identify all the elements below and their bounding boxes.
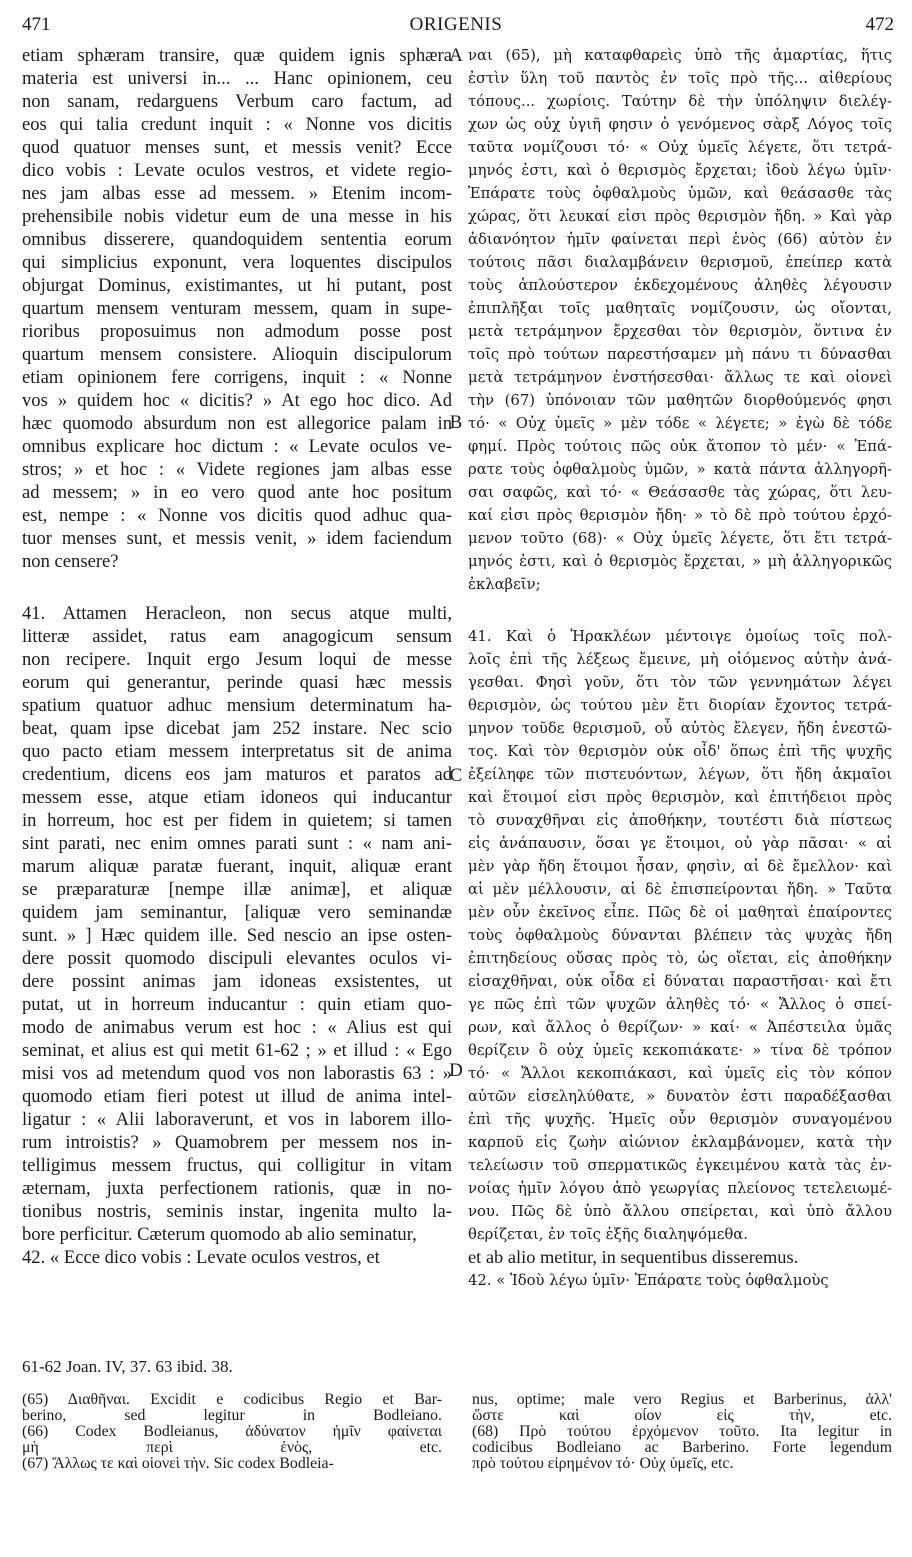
footnote-line: codicibus Bodleiano ac Barberino. Forte legendum	[472, 1440, 892, 1456]
text-line: μηνός ἐστι, καὶ ὁ θερισμὸς ἔρχεται; ἰδοὺ λέγω ὑμῖν·	[468, 162, 892, 179]
footnote-line: nus, optime; male vero Regius et Barberinus, ἀλλ'	[472, 1392, 892, 1408]
footnote-line: πρὸ τούτου εἰρημένον τό· Οὐχ ὑμεῖς, etc.	[472, 1456, 734, 1472]
margin-marker-d: D	[449, 1060, 463, 1081]
footnotes-right	[472, 1392, 892, 1472]
text-line: τό· « Ἄλλοι κεκοπιάκασι, καὶ ὑμεῖς εἰς τὸν κόπον	[468, 1065, 892, 1082]
text-line: ἐπιπλῆξαι τοῖς μαθηταῖς νομίζουσιν, ὡς οἴονται,	[468, 300, 892, 317]
greek-paragraph-41	[468, 625, 892, 1246]
text-line: beat, quam ipse dicebat jam 252 instare. Nec scio	[22, 718, 452, 739]
text-line: 41. Attamen Heracleon, non secus atque multi,	[22, 603, 452, 624]
text-line: ρατε τοὺς ὀφθαλμοὺς ὑμῶν, » κατὰ πάντα ἀλληγορῆ-	[468, 461, 892, 478]
text-line: καὶ ἕτοιμοί εἰσι πρὸς θερισμὸν, καὶ ἐπιτήδειοι πρὸς	[468, 789, 892, 806]
margin-marker-c: C	[449, 765, 463, 786]
text-line: ligatur : « Alii laboraverunt, et vos in laborem illo-	[22, 1109, 452, 1130]
text-line: ἐπὶ τῆς ψυχῆς. Ἡμεῖς οὖν θερισμὸν συναγομένου	[468, 1111, 892, 1128]
text-line: ἐπιτηδείους οὔσας πρὸς τὸ, ὡς οἴεται, εἰς ἀποθήκην	[468, 950, 892, 967]
text-line: αὐτῶν εἰσεληλύθατε, » δυνατὸν ἐστι παραδέξασθαι	[468, 1088, 892, 1105]
text-line: putat, ut in horreum inducantur : quin etiam quo-	[22, 994, 452, 1015]
text-line: tionibus nostris, seminis instar, ingenita multo la-	[22, 1201, 452, 1222]
text-line: εἰς ἀνάπαυσιν, ὅσαι γε ἕτοιμοι, οὐ γὰρ πᾶσαι· « αἱ	[468, 835, 892, 852]
text-line: γε πῶς ἐπὶ τῶν ψυχῶν ἀληθὲς τό· « Ἄλλος ὁ σπεί-	[468, 996, 892, 1013]
text-line: ταῦτα νομίζουσι τό· « Οὐχ ὑμεῖς λέγετε, ὅτι τετρά-	[468, 139, 892, 156]
greek-column	[468, 44, 892, 1292]
text-line: θερίζειν ὃ οὐχ ὑμεῖς κεκοπιάκατε· » τίνα δὲ τρόπον	[468, 1042, 892, 1059]
text-line: τος. Καὶ τὸν θερισμὸν οὐκ οἶδ' ὅπως ἐπὶ τῆς ψυχῆς	[468, 743, 892, 760]
footnote-line: μὴ περὶ ἑνὸς, etc.	[22, 1440, 442, 1456]
text-line: stros; » et hoc : « Videte regiones jam albas esse	[22, 459, 452, 480]
text-line: τοὺς ὀφθαλμοὺς δύνανται βλέπειν τὰς ψυχὰς ἤδη	[468, 927, 892, 944]
text-line: marum aliquæ paratæ fuerant, inquit, aliquæ erant	[22, 856, 452, 877]
text-line: eorum qui generantur, perinde quasi hæc messis	[22, 672, 452, 693]
text-line: non recipere. Inquit ergo Jesum loqui de messe	[22, 649, 452, 670]
latin-paragraph-41	[22, 602, 452, 1246]
text-line: omnibus explicare hoc dictum : « Levate oculos ve-	[22, 436, 452, 457]
greek-paragraph-1	[468, 44, 892, 596]
text-line: ἐκλαβεῖν;	[468, 576, 541, 593]
text-line: prehensibile nobis videtur eum de una messe in his	[22, 206, 452, 227]
text-line: objurgat Dominus, existimantes, ut hi putant, post	[22, 275, 452, 296]
text-line: μενον τοῦτο (68)· « Οὐχ ὑμεῖς λέγετε, ὅτι ἔτι τετρά-	[468, 530, 892, 547]
text-line: bore perficitur. Cæterum quomodo ab alio seminatur,	[22, 1224, 417, 1245]
text-line: non sanam, redarguens Verbum caro factum, ad	[22, 91, 452, 112]
text-line: quartum mensem consistere. Alioquin discipulorum	[22, 344, 452, 365]
text-line: eos qui talia credunt inquit : « Nonne vos dicitis	[22, 114, 452, 135]
text-line: quomodo etiam fieri potest ut illud de anima intel-	[22, 1086, 452, 1107]
text-line: materia est universi in... ... Hanc opinionem, ceu	[22, 68, 452, 89]
text-line: dere possint animas jam idoneas exsistentes, ut	[22, 971, 452, 992]
text-line: χώρας, ὅτι λευκαί εἰσι πρὸς θερισμὸν ἤδη. » Καὶ γὰρ	[468, 208, 892, 225]
text-line: æternam, juxta perfectionem rationis, quæ in no-	[22, 1178, 452, 1199]
text-line: μετὰ τετράμηνον ἐνστήσεσθαι· ἄλλως τε καὶ οἱονεὶ	[468, 369, 892, 386]
text-line: σαι σαφῶς, καὶ τό· « Θεάσασθε τὰς χώρας, ὅτι λευ-	[468, 484, 892, 501]
footnote-line: berino, sed legitur in Bodleiano.	[22, 1408, 442, 1424]
text-line: μηνον τοῦδε θερισμοῦ, οὗ αὐτὸς ἔλεγεν, ἤδη ἐνεστῶ-	[468, 720, 892, 737]
text-line: νου. Πῶς δὲ ὑπὸ ἄλλου σπείρεται, καὶ ὑπὸ ἄλλου	[468, 1203, 892, 1220]
text-line: quo pacto etiam messem interpretatus sit de anima	[22, 741, 452, 762]
text-line: τὴν (67) ὑπόνοιαν τῶν μαθητῶν διορθούμενός φησι	[468, 392, 892, 409]
text-line: spatium quatuor adhuc mensium determinatum ha-	[22, 695, 452, 716]
text-line: γεσθαι. Φησὶ γοῦν, ὅτι τὸν τῶν γεννημάτων λέγει	[468, 674, 892, 691]
text-line: λοῖς ἐπὶ τῆς λέξεως ἔμεινε, μὴ οἰόμενος αὐτὴν ἀνά-	[468, 651, 892, 668]
text-line: ἀδιανόητον ἡμῖν φαίνεται περὶ ἑνὸς (66) αὐτὸν ἐν	[468, 231, 892, 248]
text-line: etiam sphæram transire, quæ quidem ignis sphæra	[22, 45, 452, 66]
text-line: rum introistis? » Quamobrem per messem nos in-	[22, 1132, 452, 1153]
page-number-right: 472	[865, 14, 894, 35]
text-line: φημί. Πρὸς τούτοις πῶς οὐκ ἄτοπον τὸ μέν· « Ἐπά-	[468, 438, 892, 455]
text-line: est, nempe : « Nonne vos dicitis quod adhuc qua-	[22, 505, 452, 526]
margin-marker-b: B	[449, 412, 463, 433]
text-line: τόπους... χωρίοις. Ταύτην δὲ τὴν ὑπόληψιν διελέγ-	[468, 93, 892, 110]
text-line: dico vobis : Levate oculos vestros, et videte regio-	[22, 160, 452, 181]
latin-paragraph-42: 42. « Ecce dico vobis : Levate oculos vestros, et	[22, 1247, 380, 1268]
footnotes-left	[22, 1392, 442, 1472]
footnote-line: (67) Ἄλλως τε καὶ οἱονεὶ τὴν. Sic codex Bodleia-	[22, 1456, 334, 1472]
text-line: νοίας ἡμῖν λόγου ἀπὸ γεωργίας πλείονος τετελειωμέ-	[468, 1180, 892, 1197]
text-line: μηνός ἐστι, καὶ ὁ θερισμὸς ἔρχεται, » μὴ ἀλληγορικῶς	[468, 553, 892, 570]
text-line: τελείωσιν τοῦ σπερματικῶς ἐγκειμένου κατὰ τὰς ἐν-	[468, 1157, 892, 1174]
running-title: ORIGENIS	[409, 14, 503, 35]
text-line: ναι (65), μὴ καταφθαρεὶς ὑπὸ τῆς ἁμαρτίας, ἥτις	[468, 47, 892, 64]
text-line: misi vos ad metendum quod vos non laborastis 63 : »	[22, 1063, 452, 1084]
text-line: μὲν οὖν ἐκεῖνος εἶπε. Πῶς δὲ οἱ μαθηταὶ ἐπαίροντες	[468, 904, 892, 921]
citation-line: 61-62 Joan. IV, 37. 63 ibid. 38.	[22, 1357, 233, 1376]
text-line: modo de animabus verum est hoc : « Alius est qui	[22, 1017, 452, 1038]
page-number-left: 471	[22, 14, 51, 35]
text-line: ad messem; » in eo vero quod ante hoc positum	[22, 482, 452, 503]
text-line: sunt. » ] Hæc quidem ille. Sed nescio an ipse osten-	[22, 925, 452, 946]
text-line: Ἐπάρατε τοὺς ὀφθαλμοὺς ὑμῶν, καὶ θεάσασθε τὰς	[468, 185, 892, 202]
text-line: rioribus proposuimus non admodum posse post	[22, 321, 452, 342]
footnote-line: ὥστε καὶ οἷον εἰς τὴν, etc.	[472, 1408, 892, 1424]
text-line: credentium, dicens eos jam maturos et paratos ad	[22, 764, 452, 785]
greek-continuation-latin: et ab alio metitur, in sequentibus disseremus.	[468, 1247, 799, 1267]
text-line: non censere?	[22, 551, 119, 572]
text-line: μετὰ τετράμηνον ἔρχεσθαι τὸν θερισμὸν, ὅντινα ἐν	[468, 323, 892, 340]
greek-paragraph-42: 42. « Ἰδοὺ λέγω ὑμῖν· Ἐπάρατε τοὺς ὀφθαλμοὺς	[468, 1272, 829, 1289]
text-line: τοὺς ἁπλούστερον ἐκδεχομένους ἀληθὲς λέγουσιν	[468, 277, 892, 294]
text-line: quartum mensem venturam messem, quam in supe-	[22, 298, 452, 319]
text-line: αἱ μὲν μέλλουσιν, αἱ δὲ ἐπισπείρονται ἤδη. » Ταῦτα	[468, 881, 892, 898]
text-line: tuor menses sunt, et messis venit, » idem faciendum	[22, 528, 452, 549]
citation-notes	[22, 1356, 462, 1378]
text-line: ἐξείληφε τῶν πιστευόντων, λέγων, ὅτι ἤδη ἀκμαῖοι	[468, 766, 892, 783]
text-line: καρποῦ εἰς ζωὴν αἰώνιον ἐκλαμβάνομεν, κατὰ τὴν	[468, 1134, 892, 1151]
text-line: τό· « Οὐχ ὑμεῖς » μὲν τόδε « λέγετε; » ἐγὼ δὲ τόδε	[468, 415, 892, 432]
text-line: θερίζεται, ἐν τοῖς ἑξῆς διαληψόμεθα.	[468, 1226, 748, 1243]
footnote-line: (65) Διαθῆναι. Excidit e codicibus Regio et Bar-	[22, 1392, 442, 1408]
text-line: μὲν γὰρ ἤδη ἕτοιμοι ἦσαν, φησὶν, αἱ δὲ ἔμελλον· καὶ	[468, 858, 892, 875]
text-line: θερισμὸν, ὡς τούτου μὲν ἔτι διορίαν ἔχοντος τετρά-	[468, 697, 892, 714]
text-line: sint parati, nec enim omnes parati sunt : « nam ani-	[22, 833, 452, 854]
text-line: τοῖς πρὸ τούτων παρεστήσαμεν μὴ πάνυ τι δύνασθαι	[468, 346, 892, 363]
text-line: quidem jam seminantur, [aliquæ vero seminandæ	[22, 902, 452, 923]
text-line: messem esse, atque etiam idoneos qui inducantur	[22, 787, 452, 808]
text-line: seminat, et alius est qui metit 61-62 ; » et illud : « Ego	[22, 1040, 452, 1061]
text-line: in horreum, hoc est per fidem in quietem; si tamen	[22, 810, 452, 831]
text-line: τούτοις πᾶσι διαλαμβάνειν θερισμοῦ, ἐπείπερ κατὰ	[468, 254, 892, 271]
text-line: εἰσαχθῆναι, οὐκ οἶδα εἰ δύναται παραστῆσαι· καὶ ἔτι	[468, 973, 892, 990]
text-line: nes jam albas esse ad messem. » Etenim incom-	[22, 183, 452, 204]
text-line: etiam opinionem fere corrigens, inquit : « Nonne	[22, 367, 452, 388]
text-line: omnibus disserere, quandoquidem sententia eorum	[22, 229, 452, 250]
text-line: τὸ συναχθῆναι εἰς ἀποθήκην, τουτέστι διὰ πίστεως	[468, 812, 892, 829]
text-line: hæc quomodo absurdum non est allegorice palam in	[22, 413, 452, 434]
text-line: telligimus messem fructus, qui colligitur in vitam	[22, 1155, 452, 1176]
text-line: dere possit quomodo discipuli elevantes oculos vi-	[22, 948, 452, 969]
margin-marker-a: A	[449, 45, 463, 66]
text-line: ἐστὶν ὕλη τοῦ παντὸς ἐν τοῖς πρὸ τῆς... αἰθερίους	[468, 70, 892, 87]
text-line: 41. Καὶ ὁ Ἡρακλέων μέντοιγε ὁμοίως τοῖς πολ-	[468, 628, 892, 645]
text-line: ρων, καὶ ἄλλος ὁ θερίζων· » καί· « Ἀπέστειλα ὑμᾶς	[468, 1019, 892, 1036]
text-line: litteræ assidet, ratus eam anagogicum sensum	[22, 626, 452, 647]
latin-column	[22, 44, 452, 1269]
footnote-line: (68) Πρὸ τούτου ἐρχόμενον τοῦτο. Ita legitur in	[472, 1424, 892, 1440]
latin-paragraph-1	[22, 44, 452, 573]
text-line: qui simplicius exponunt, vera loquentes discipulos	[22, 252, 452, 273]
footnote-line: (66) Codex Bodleianus, ἀδύνατον ἡμῖν φαίνεται	[22, 1424, 442, 1440]
text-line: vos » quidem hoc « dicitis? » At ego hoc dico. Ad	[22, 390, 452, 411]
text-line: χων ὡς οὐχ ὑγιῆ φησιν ὁ γενόμενος σὰρξ Λόγος τοῖς	[468, 116, 892, 133]
text-line: quod quatuor menses sunt, et messis venit? Ecce	[22, 137, 452, 158]
text-line: se præparaturæ [nempe illæ animæ], et aliquæ	[22, 879, 452, 900]
text-line: καί εἰσι πρὸς θερισμὸν ἤδη· » τὸ δὲ πρὸ τούτου ἐρχό-	[468, 507, 892, 524]
